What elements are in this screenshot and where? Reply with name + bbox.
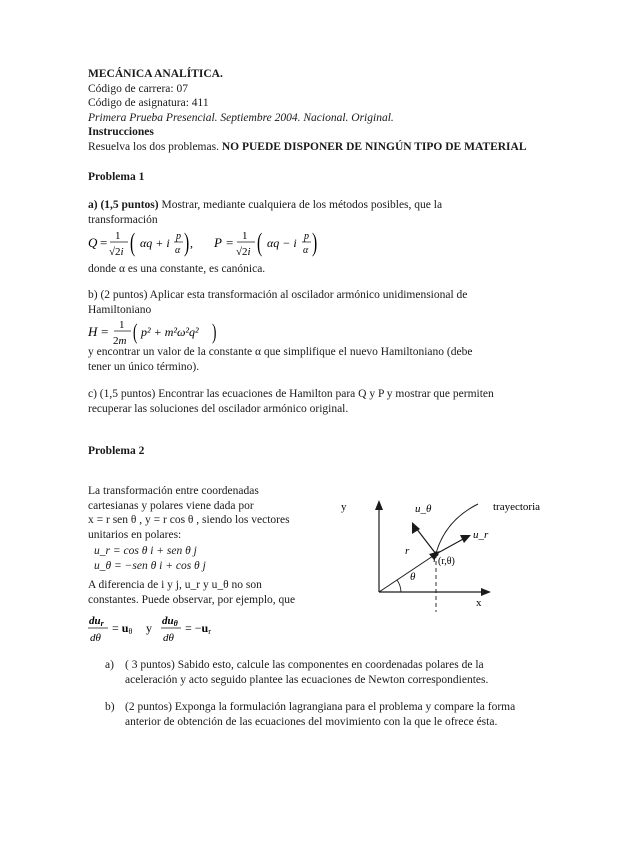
formula-q-p bbox=[86, 226, 326, 262]
svg-text:): ) bbox=[212, 319, 217, 344]
problem2-item-b bbox=[105, 700, 525, 729]
svg-text:(: ( bbox=[130, 227, 136, 258]
problem2-item-a bbox=[105, 658, 525, 687]
part-b-text4: tener un único término). bbox=[88, 360, 200, 373]
y-axis-arrow bbox=[375, 500, 383, 510]
point-label: (r,θ) bbox=[438, 556, 455, 567]
svg-text:p: p bbox=[176, 231, 181, 242]
svg-text:dθ: dθ bbox=[163, 632, 174, 644]
svg-text:,: , bbox=[190, 236, 193, 250]
part-a-text1: Mostrar, mediante cualquiera de los métodos posibles, que la bbox=[158, 199, 443, 211]
svg-text:y: y bbox=[146, 621, 152, 635]
svg-text:α: α bbox=[175, 245, 181, 256]
svg-text:=: = bbox=[226, 235, 234, 250]
svg-text:1: 1 bbox=[242, 230, 248, 242]
svg-text:√2i: √2i bbox=[109, 246, 124, 258]
instructions-bold: NO PUEDE DISPONER DE NINGÚN TIPO DE MATERIAL bbox=[221, 140, 527, 153]
x-axis-label: x bbox=[476, 597, 482, 609]
svg-text:): ) bbox=[184, 227, 190, 258]
x-axis-arrow bbox=[481, 588, 491, 596]
svg-text:Q: Q bbox=[88, 235, 98, 250]
svg-text:1: 1 bbox=[119, 319, 125, 331]
angle-label: θ bbox=[410, 571, 416, 583]
u-theta-label: u_θ bbox=[415, 503, 432, 515]
u-r-arrow bbox=[460, 535, 471, 543]
part-c-text1: c) (1,5 puntos) Encontrar las ecuaciones de Hamilton para Q y P y mostrar que permiten bbox=[88, 388, 494, 400]
part-a-line1 bbox=[88, 198, 442, 213]
angle-arc bbox=[397, 580, 401, 592]
instructions-line bbox=[88, 140, 527, 155]
polar-diagram bbox=[330, 492, 560, 622]
svg-text:P: P bbox=[214, 235, 222, 250]
item-a-label: a) bbox=[105, 659, 114, 671]
item-b-label: b) bbox=[105, 701, 115, 713]
problem2-diff bbox=[88, 578, 295, 607]
exam-info: Primera Prueba Presencial. Septiembre 2004. Nacional. Original. bbox=[88, 111, 394, 124]
intro-line4: unitarios en polares: bbox=[88, 528, 182, 541]
ur-formula: u_r = cos θ i + sen θ j bbox=[94, 545, 197, 557]
u-theta-vector bbox=[416, 528, 436, 554]
problem2-intro bbox=[88, 484, 290, 542]
subject-code: Código de asignatura: 411 bbox=[88, 97, 209, 109]
intro-line1: La transformación entre coordenadas bbox=[88, 485, 259, 497]
problem2-heading: Problema 2 bbox=[88, 445, 145, 457]
y-axis-label: y bbox=[341, 501, 347, 513]
u-r-label: u_r bbox=[473, 529, 489, 541]
r-vector-label: r bbox=[405, 545, 410, 557]
svg-text:α: α bbox=[303, 245, 309, 256]
svg-text:=: = bbox=[101, 324, 109, 339]
problem1-part-b-end bbox=[88, 345, 472, 374]
instructions-text: Resuelva los dos problemas. bbox=[88, 140, 222, 153]
unit-vectors bbox=[94, 544, 206, 573]
svg-text:p² + m²ω²q²: p² + m²ω²q² bbox=[141, 325, 199, 339]
svg-text:1: 1 bbox=[115, 230, 121, 242]
svg-text:(: ( bbox=[133, 319, 138, 344]
svg-text:H: H bbox=[88, 324, 98, 339]
svg-text:αq − i: αq − i bbox=[267, 236, 297, 250]
intro-line2: cartesianas y polares viene dada por bbox=[88, 499, 254, 512]
part-b-text2: Hamiltoniano bbox=[88, 303, 152, 316]
diff-line1: A diferencia de i y j, u_r y u_θ no son bbox=[88, 579, 262, 591]
problem1-part-b bbox=[88, 288, 467, 317]
svg-text:2m: 2m bbox=[113, 335, 127, 347]
formula-derivatives bbox=[86, 612, 286, 648]
instructions-label: Instrucciones bbox=[88, 126, 154, 138]
trajectory-label: trayectoria bbox=[493, 501, 541, 513]
svg-text:=: = bbox=[100, 235, 108, 250]
item-b-text: (2 puntos) Exponga la formulación lagrangiana para el problema y compare la forma anterior de obtención de las ecuaciones del movimiento con la que le ofrece ésta. bbox=[125, 701, 516, 728]
career-code: Código de carrera: 07 bbox=[88, 82, 188, 95]
part-a-label: a) (1,5 puntos) bbox=[88, 199, 159, 211]
svg-text:√2i: √2i bbox=[236, 246, 251, 258]
svg-text:p: p bbox=[304, 231, 309, 242]
svg-text:dur: dur bbox=[89, 615, 104, 628]
part-b-text3: y encontrar un valor de la constante α que simplifique el nuevo Hamiltoniano (debe bbox=[88, 346, 473, 358]
exam-title: MECÁNICA ANALÍTICA. bbox=[88, 68, 223, 80]
svg-text:duθ: duθ bbox=[162, 615, 178, 628]
svg-text:αq + i: αq + i bbox=[140, 236, 170, 250]
diff-line2: constantes. Puede observar, por ejemplo, que bbox=[88, 593, 296, 606]
part-a-text3: donde α es una constante, es canónica. bbox=[88, 263, 266, 275]
problem1-part-c bbox=[88, 387, 494, 416]
utheta-formula: u_θ = −sen θ i + cos θ j bbox=[94, 559, 206, 572]
header-block bbox=[88, 67, 527, 154]
svg-text:(: ( bbox=[257, 227, 263, 258]
part-c-text2: recuperar las soluciones del oscilador armónico original. bbox=[88, 402, 349, 415]
svg-text:dθ: dθ bbox=[90, 632, 101, 644]
intro-line3: x = r sen θ , y = r cos θ , siendo los vectores bbox=[88, 514, 290, 526]
part-a-text2: transformación bbox=[88, 213, 158, 226]
item-a-text: ( 3 puntos) Sabido esto, calcule las componentes en coordenadas polares de la aceleración y acto seguido plantee las ecuaciones de Newton correspondientes. bbox=[125, 659, 489, 686]
problem1-heading: Problema 1 bbox=[88, 171, 145, 183]
svg-text:): ) bbox=[312, 227, 318, 258]
trajectory-curve bbox=[434, 504, 478, 562]
problem1-part-a-intro bbox=[88, 198, 442, 227]
r-vector bbox=[379, 554, 436, 592]
svg-text:= −ur: = −ur bbox=[185, 621, 211, 636]
svg-text:= uθ: = uθ bbox=[112, 621, 133, 636]
part-b-text1: b) (2 puntos) Aplicar esta transformación al oscilador armónico unidimensional de bbox=[88, 289, 468, 301]
